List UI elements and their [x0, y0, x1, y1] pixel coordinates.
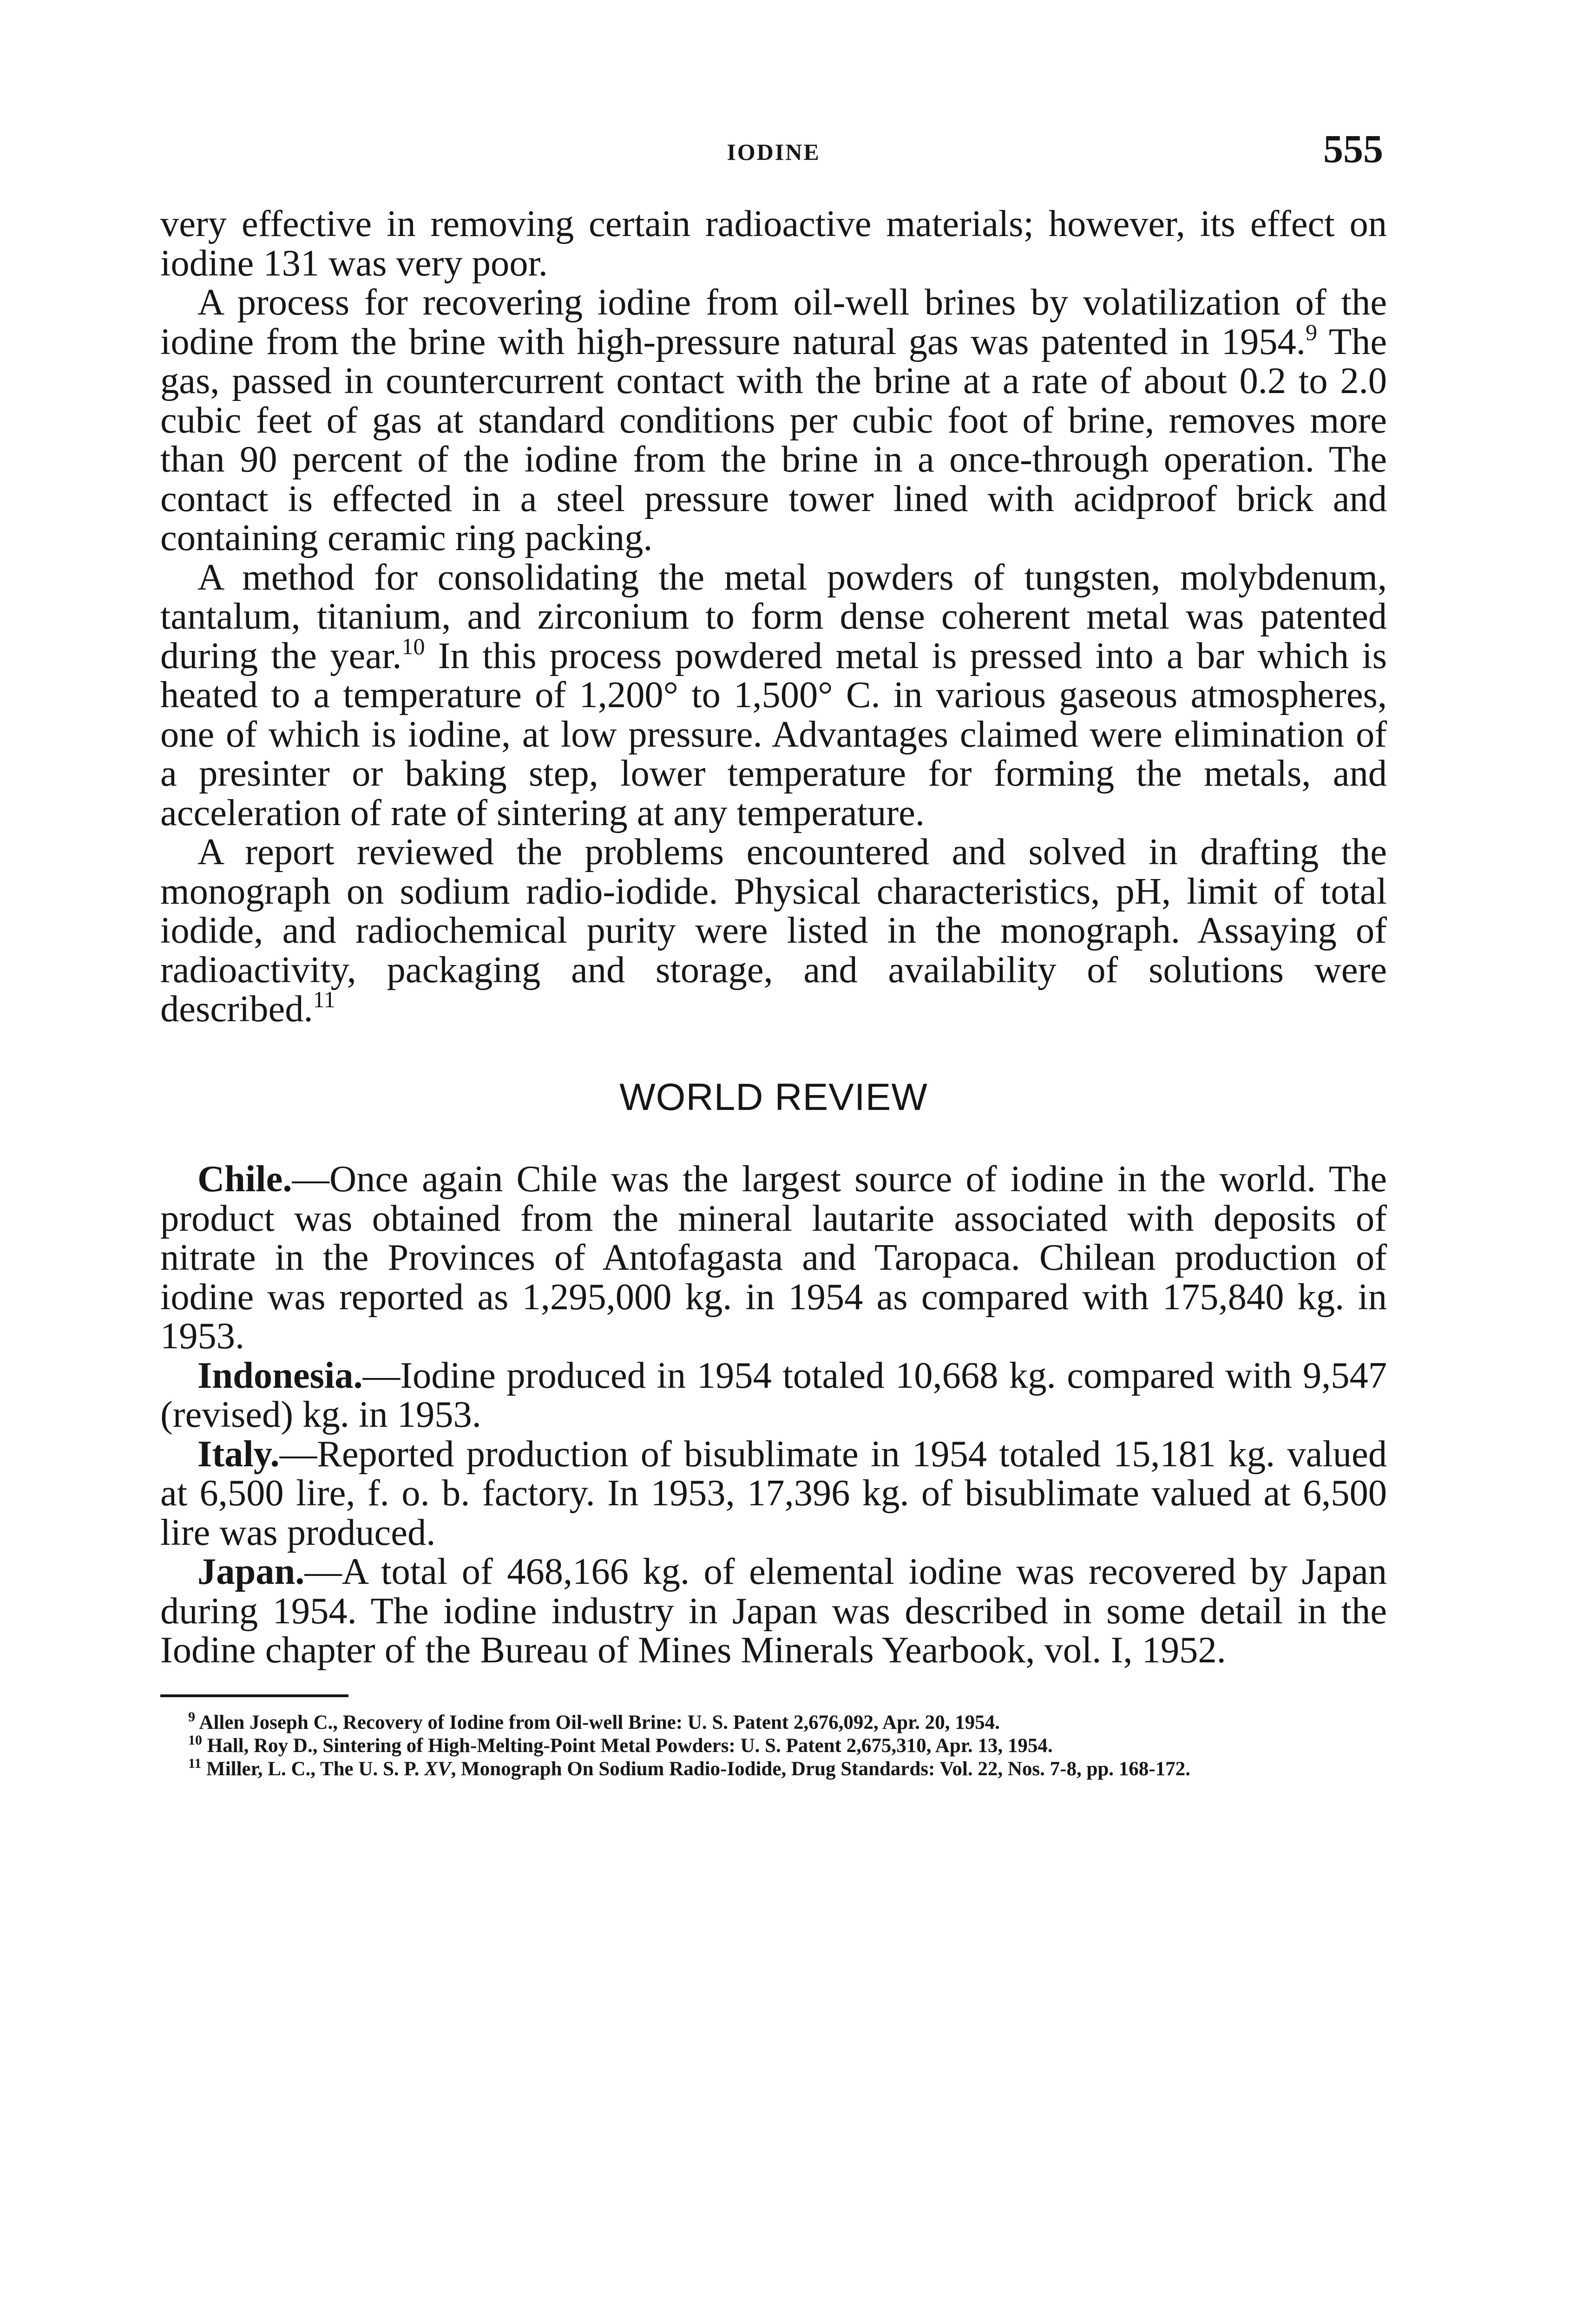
- footnote-11: [160, 1755, 1387, 1781]
- paragraph-text: very effective in removing certain radioactive materials; however, its effect on iodine 131 was very poor.: [160, 203, 1387, 284]
- paragraph-text: A process for recovering iodine from oil-well brines by volatilization of the iodine from the brine with high-pressure natural gas was patented in 1954.: [160, 282, 1387, 362]
- country-entry-indonesia: [160, 1356, 1387, 1435]
- running-head: IODINE: [727, 139, 821, 165]
- section-heading: WORLD REVIEW: [619, 1076, 928, 1118]
- country-name: Japan.: [197, 1551, 305, 1592]
- footnotes: [160, 1711, 1387, 1781]
- footnote-italic: XV: [424, 1758, 451, 1780]
- paragraph-metal-powders: [160, 558, 1387, 833]
- footnote-text: Hall, Roy D., Sintering of High-Melting-Point Metal Powders: U. S. Patent 2,675,310, Apr. 13, 1954.: [207, 1734, 1053, 1757]
- paragraph-monograph-report: [160, 833, 1387, 1029]
- paragraph-text: In this process powdered metal is pressed into a bar which is heated to a temperature of 1,200° to 1,500° C. in various gaseous atmospheres, one of which is iodine, at low pressure. Advantages claimed were elimination of a presinter or baking step, lower temperature for forming the metals, and acceleration of rate of sintering at any temperature.: [160, 635, 1387, 833]
- country-text: —Reported production of bisublimate in 1954 totaled 15,181 kg. valued at 6,500 lire, f. o. b. factory. In 1953, 17,396 kg. of bisublimate valued at 6,500 lire was produced.: [160, 1433, 1387, 1553]
- document-page: [160, 125, 1387, 1781]
- footnote-ref-9[interactable]: 9: [1305, 319, 1317, 345]
- paragraph-text: A method for consolidating the metal powders of tungsten, molybdenum, tantalum, titanium, and zirconium to form dense coherent metal was patented during the year.: [160, 556, 1387, 676]
- footnote-9: [160, 1711, 1387, 1734]
- footnote-ref-11[interactable]: 11: [313, 986, 335, 1012]
- paragraph-text: A report reviewed the problems encountered and solved in drafting the monograph on sodium radio-iodide. Physical characteristics, pH, limit of total iodide, and radiochemical purity were listed in the monograph. Assaying of radioactivity, packaging and storage, and availability of solutions were described.: [160, 831, 1387, 1030]
- paragraph-text: The gas, passed in countercurrent contact with the brine at a rate of about 0.2 to 2.0 cubic feet of gas at standard conditions per cubic foot of brine, removes more than 90 percent of the iodine from the brine in a once-through operation. The contact is effected in a steel pressure tower lined with acidproof brick and containing ceramic ring packing.: [160, 321, 1387, 558]
- footnote-number: 11: [188, 1755, 202, 1771]
- footnote-number: 9: [188, 1709, 195, 1725]
- footnote-text: , Monograph On Sodium Radio-Iodide, Drug Standards: Vol. 22, Nos. 7-8, pp. 168-172.: [451, 1758, 1190, 1780]
- country-text: —Once again Chile was the largest source of iodine in the world. The product was obtained from the mineral lautarite associated with deposits of nitrate in the Provinces of Antofagasta and Taropaca. Chilean production of iodine was reported as 1,295,000 kg. in 1954 as compared with 175,840 kg. in 1953.: [160, 1158, 1387, 1357]
- footnote-10: [160, 1734, 1387, 1758]
- country-entry-chile: [160, 1160, 1387, 1356]
- footnote-divider: [160, 1694, 348, 1697]
- page-header: [160, 125, 1387, 177]
- paragraph-continuation: [160, 204, 1387, 283]
- country-name: Chile.: [197, 1158, 292, 1200]
- footnote-text: Miller, L. C., The U. S. P.: [206, 1758, 425, 1780]
- footnote-number: 10: [188, 1732, 202, 1748]
- country-entry-japan: [160, 1552, 1387, 1670]
- body-text: [160, 204, 1387, 1670]
- page-number: 555: [1323, 126, 1383, 171]
- country-entry-italy: [160, 1435, 1387, 1553]
- country-name: Italy.: [197, 1433, 280, 1475]
- footnote-text: Allen Joseph C., Recovery of Iodine from Oil-well Brine: U. S. Patent 2,676,092, Apr. 20, 1954.: [199, 1711, 1000, 1733]
- footnote-ref-10[interactable]: 10: [401, 633, 425, 659]
- country-text: —Iodine produced in 1954 totaled 10,668 kg. compared with 9,547 (revised) kg. in 1953.: [160, 1354, 1387, 1435]
- country-name: Indonesia.: [197, 1354, 363, 1396]
- country-text: —A total of 468,166 kg. of elemental iodine was recovered by Japan during 1954. The iodine industry in Japan was described in some detail in the Iodine chapter of the Bureau of Mines Minerals Yearbook, vol. I, 1952.: [160, 1551, 1387, 1671]
- paragraph-oil-well-brines: [160, 283, 1387, 558]
